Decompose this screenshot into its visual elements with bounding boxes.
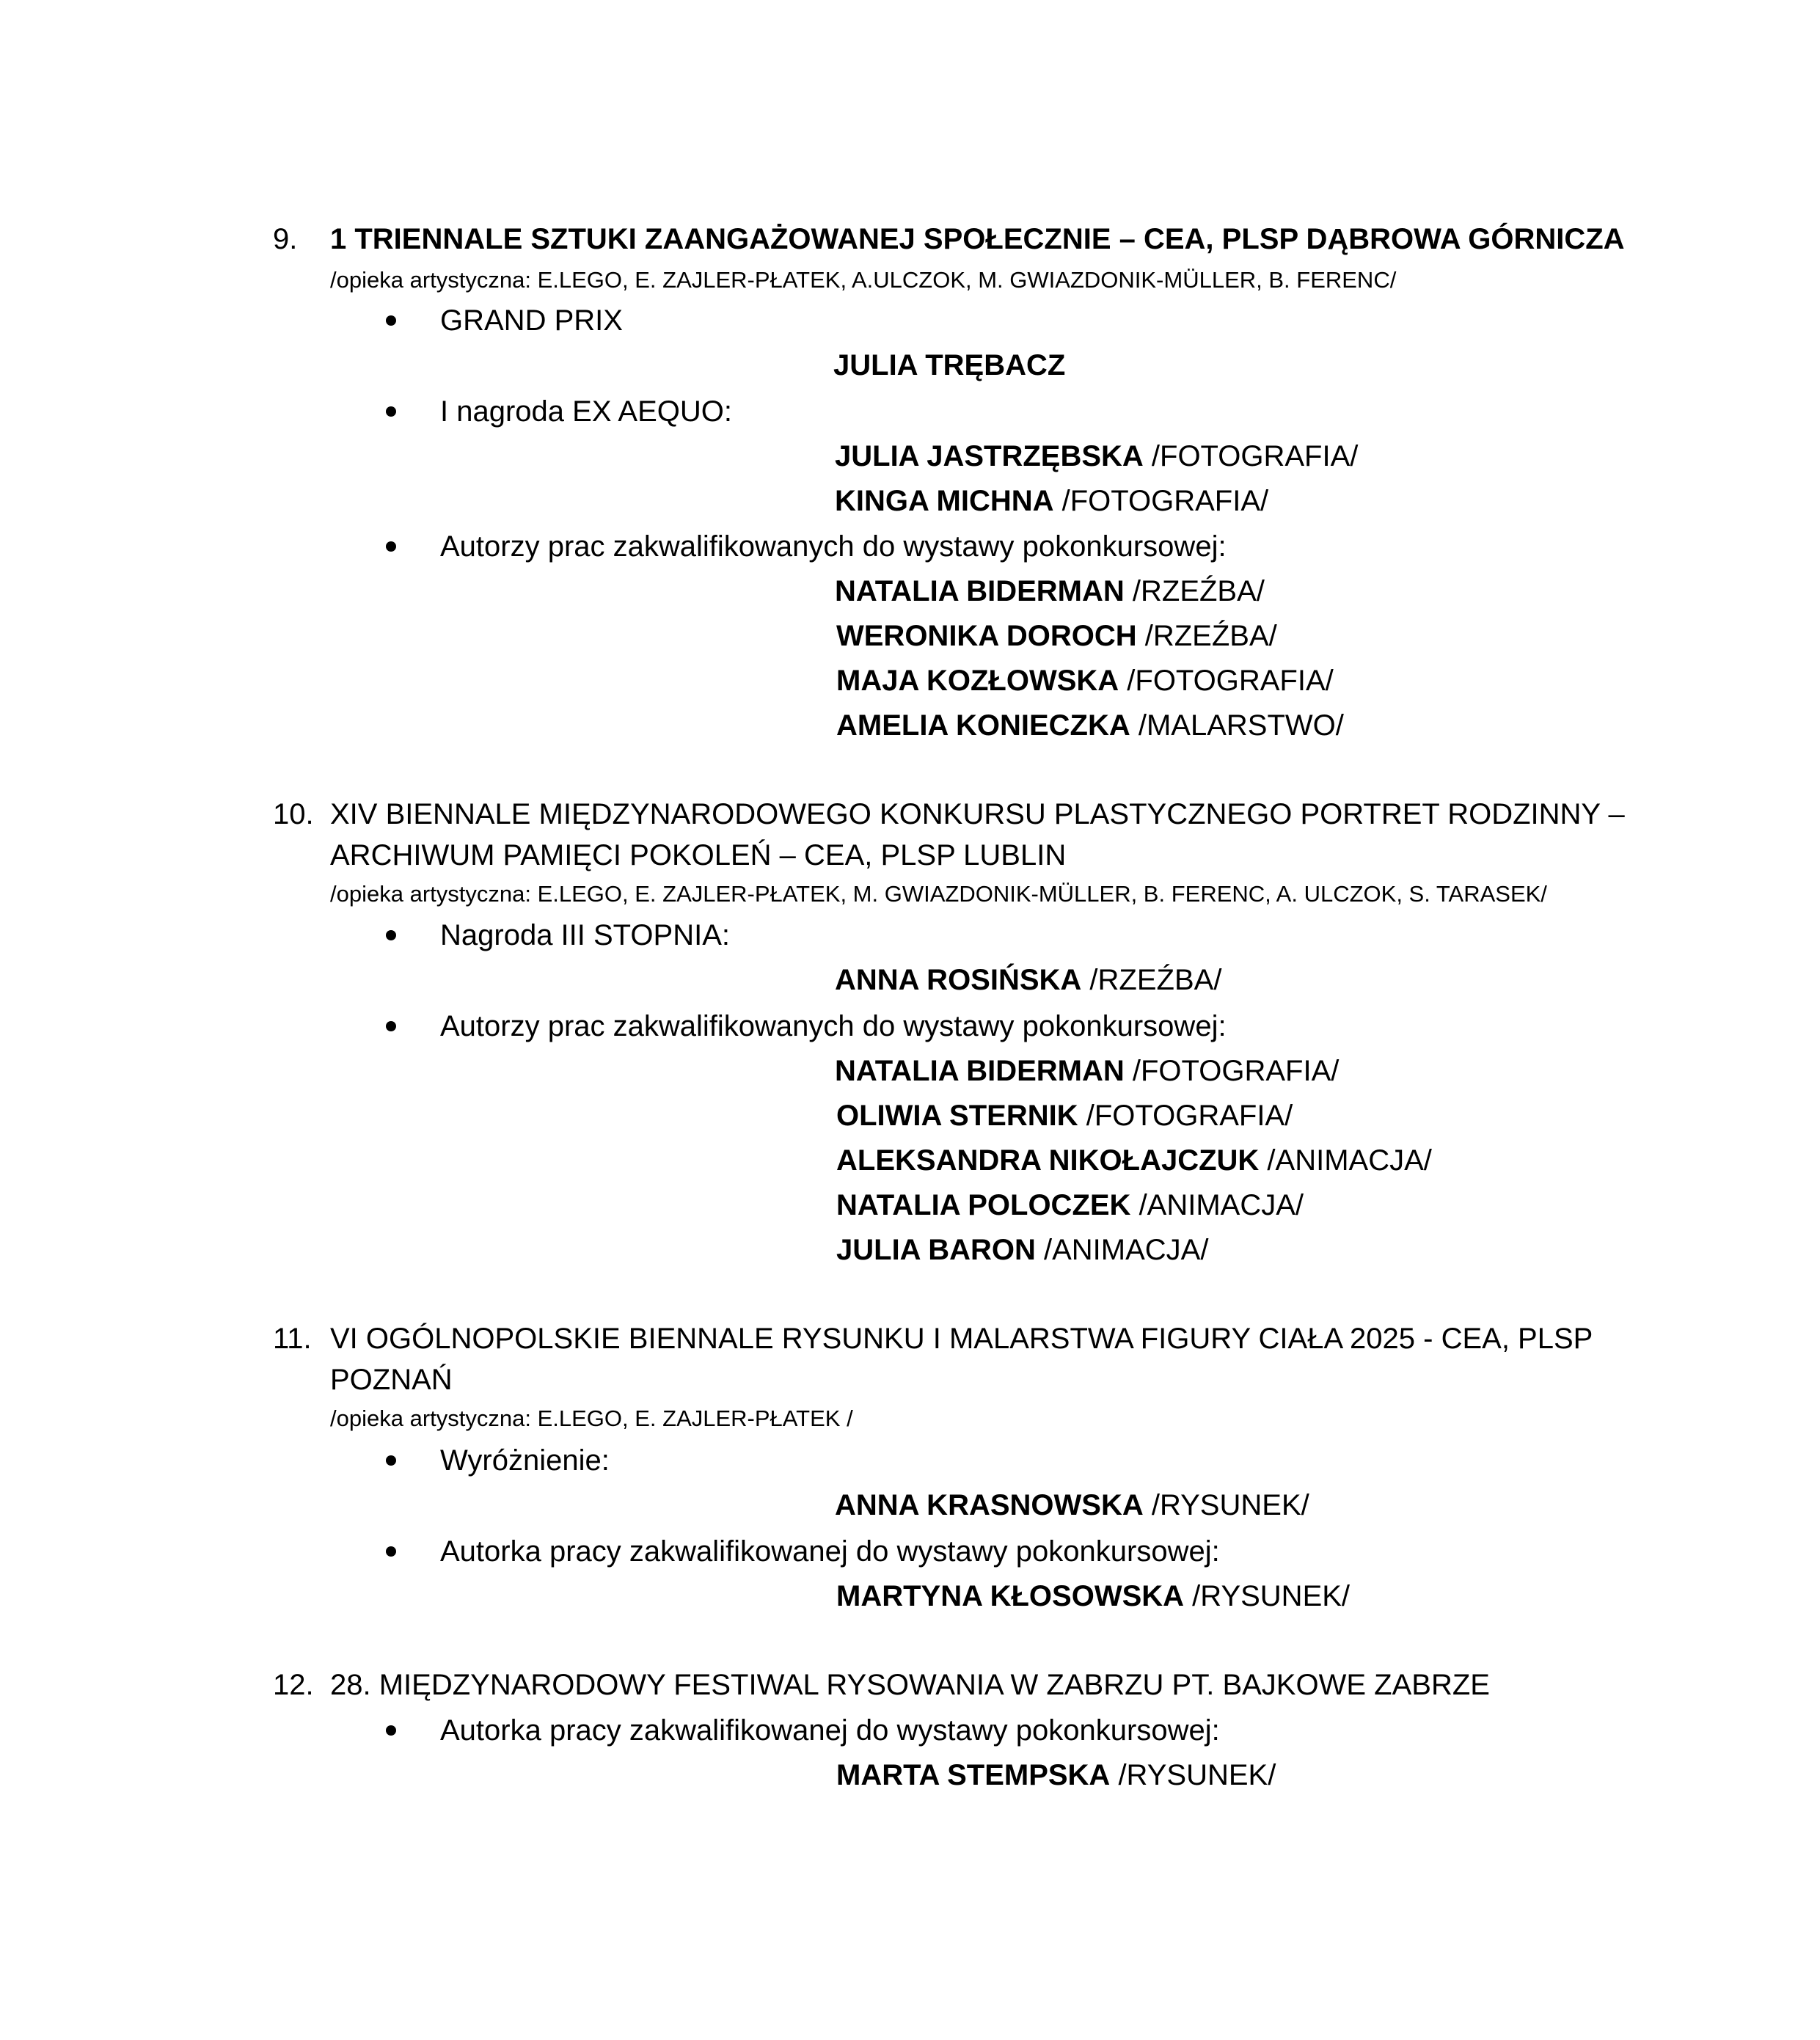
section-title: 28. MIĘDZYNARODOWY FESTIWAL RYSOWANIA W ZABRZU PT. BAJKOWE ZABRZE bbox=[330, 1669, 1490, 1701]
laureate-name: JULIA TRĘBACZ bbox=[833, 349, 1066, 381]
award-label: Autorzy prac zakwalifikowanych do wystawy pokonkursowej: bbox=[440, 530, 1227, 563]
section-number: 10. bbox=[273, 798, 314, 830]
laureate-entry bbox=[836, 1755, 1276, 1796]
laureate-entry bbox=[836, 705, 1344, 746]
laureate-medium: /MALARSTWO/ bbox=[1130, 709, 1344, 742]
laureate-entry bbox=[836, 615, 1277, 657]
laureate-medium: /RZEŹBA/ bbox=[1124, 575, 1265, 607]
laureate-name: ANNA ROSIŃSKA bbox=[835, 964, 1082, 996]
award-label: Autorka pracy zakwalifikowanej do wystawy pokonkursowej: bbox=[440, 1535, 1220, 1568]
laureate-entry bbox=[836, 1185, 1304, 1226]
laureate-name: JULIA JASTRZĘBSKA bbox=[835, 440, 1144, 472]
laureate-medium: /FOTOGRAFIA/ bbox=[1124, 1055, 1340, 1087]
section-title-line: VI OGÓLNOPOLSKIE BIENNALE RYSUNKU I MALARSTWA FIGURY CIAŁA 2025 - CEA, PLSP bbox=[330, 1323, 1593, 1355]
bullet-icon bbox=[386, 406, 396, 417]
laureate-medium: /RZEŹBA/ bbox=[1136, 620, 1277, 652]
laureate-entry bbox=[835, 1485, 1309, 1526]
laureate-entry bbox=[835, 959, 1221, 1001]
laureate-medium: /ANIMACJA/ bbox=[1035, 1234, 1209, 1266]
laureate-entry bbox=[836, 1095, 1293, 1136]
laureate-entry bbox=[836, 1576, 1350, 1617]
laureate-medium: /FOTOGRAFIA/ bbox=[1119, 665, 1334, 697]
bullet-icon bbox=[386, 1455, 396, 1466]
laureate-medium: /FOTOGRAFIA/ bbox=[1143, 440, 1359, 472]
award-label: Autorzy prac zakwalifikowanych do wystawy pokonkursowej: bbox=[440, 1010, 1227, 1042]
bullet-icon bbox=[386, 1725, 396, 1736]
laureate-entry bbox=[835, 436, 1358, 477]
artistic-care: /opieka artystyczna: E.LEGO, E. ZAJLER-PŁATEK, A.ULCZOK, M. GWIAZDONIK-MÜLLER, B. FERENC/ bbox=[330, 267, 1397, 293]
laureate-name: JULIA BARON bbox=[836, 1234, 1036, 1266]
laureate-entry bbox=[835, 480, 1268, 522]
laureate-entry bbox=[833, 345, 1065, 386]
section-title-line: ARCHIWUM PAMIĘCI POKOLEŃ – CEA, PLSP LUBLIN bbox=[330, 839, 1067, 871]
laureate-medium: /ANIMACJA/ bbox=[1259, 1144, 1432, 1177]
laureate-name: KINGA MICHNA bbox=[835, 485, 1054, 517]
section-number: 12. bbox=[273, 1669, 314, 1701]
laureate-entry bbox=[836, 1229, 1208, 1271]
laureate-medium: /RYSUNEK/ bbox=[1110, 1759, 1276, 1791]
laureate-name: WERONIKA DOROCH bbox=[836, 620, 1137, 652]
bullet-icon bbox=[386, 541, 396, 552]
artistic-care: /opieka artystyczna: E.LEGO, E. ZAJLER-PŁATEK / bbox=[330, 1405, 853, 1431]
bullet-icon bbox=[386, 930, 396, 940]
laureate-entry bbox=[835, 1050, 1339, 1092]
section-title-line: XIV BIENNALE MIĘDZYNARODOWEGO KONKURSU PLASTYCZNEGO PORTRET RODZINNY – bbox=[330, 798, 1625, 830]
laureate-entry bbox=[836, 1140, 1432, 1181]
laureate-name: NATALIA POLOCZEK bbox=[836, 1189, 1131, 1221]
bullet-icon bbox=[386, 315, 396, 326]
laureate-name: AMELIA KONIECZKA bbox=[836, 709, 1130, 742]
laureate-medium: /ANIMACJA/ bbox=[1130, 1189, 1304, 1221]
award-label: GRAND PRIX bbox=[440, 304, 623, 337]
artistic-care: /opieka artystyczna: E.LEGO, E. ZAJLER-PŁATEK, M. GWIAZDONIK-MÜLLER, B. FERENC, A. ULCZOK, S. TARASEK/ bbox=[330, 881, 1547, 907]
award-label: I nagroda EX AEQUO: bbox=[440, 395, 732, 428]
laureate-name: NATALIA BIDERMAN bbox=[835, 1055, 1125, 1087]
bullet-icon bbox=[386, 1546, 396, 1557]
laureate-name: MARTYNA KŁOSOWSKA bbox=[836, 1580, 1185, 1612]
laureate-medium: /FOTOGRAFIA/ bbox=[1053, 485, 1269, 517]
section-title: 1 TRIENNALE SZTUKI ZAANGAŻOWANEJ SPOŁECZNIE – CEA, PLSP DĄBROWA GÓRNICZA bbox=[330, 223, 1625, 255]
section-number: 9. bbox=[273, 223, 298, 255]
laureate-name: NATALIA BIDERMAN bbox=[835, 575, 1125, 607]
laureate-entry bbox=[836, 660, 1334, 701]
laureate-name: MARTA STEMPSKA bbox=[836, 1759, 1111, 1791]
laureate-medium: /RYSUNEK/ bbox=[1184, 1580, 1351, 1612]
laureate-medium: /FOTOGRAFIA/ bbox=[1078, 1100, 1293, 1132]
bullet-icon bbox=[386, 1021, 396, 1031]
section-title-line: POZNAŃ bbox=[330, 1364, 453, 1396]
award-label: Autorka pracy zakwalifikowanej do wystawy pokonkursowej: bbox=[440, 1714, 1220, 1747]
laureate-entry bbox=[835, 571, 1265, 612]
award-label: Wyróżnienie: bbox=[440, 1444, 610, 1477]
award-label: Nagroda III STOPNIA: bbox=[440, 919, 730, 951]
laureate-name: ANNA KRASNOWSKA bbox=[835, 1489, 1144, 1521]
laureate-medium: /RZEŹBA/ bbox=[1081, 964, 1222, 996]
laureate-medium: /RYSUNEK/ bbox=[1143, 1489, 1309, 1521]
section-number: 11. bbox=[273, 1323, 312, 1355]
laureate-name: MAJA KOZŁOWSKA bbox=[836, 665, 1119, 697]
laureate-name: OLIWIA STERNIK bbox=[836, 1100, 1078, 1132]
laureate-name: ALEKSANDRA NIKOŁAJCZUK bbox=[836, 1144, 1260, 1177]
